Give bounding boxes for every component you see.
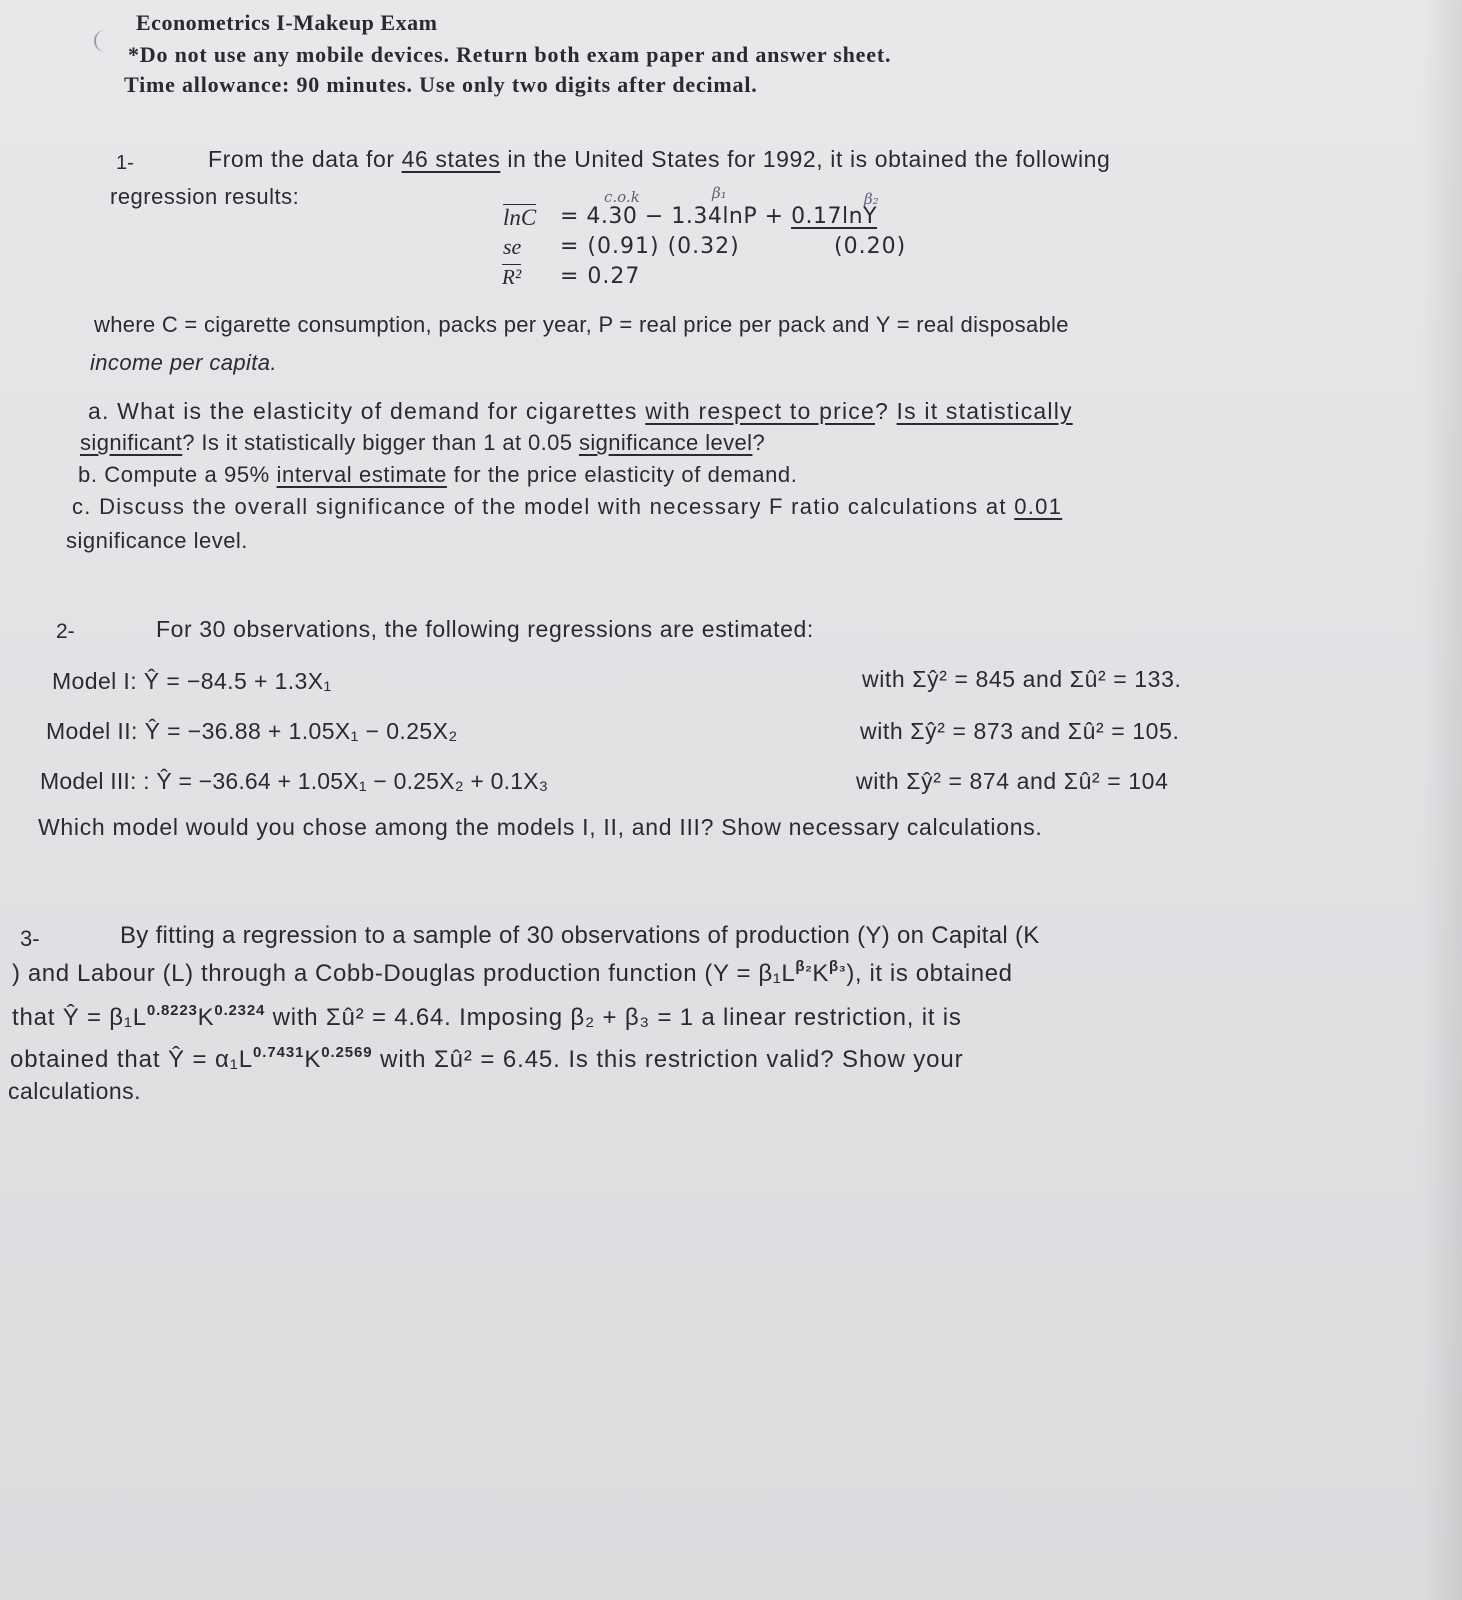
q1-where-line1: where C = cigarette consumption, packs per year, P = real price per pack and Y = real disposable: [94, 312, 1069, 337]
q1-c-underlined-alpha: 0.01: [1014, 494, 1063, 519]
q2-model-1-stats: with Σŷ² = 845 and Σû² = 133.: [862, 666, 1182, 692]
q1-r2-label: R²: [502, 265, 522, 289]
q3-line3-sup1: 0.8223: [146, 1002, 198, 1019]
q3-line2-sup2: β₃: [829, 958, 847, 975]
exam-note-time: Time allowance: 90 minutes. Use only two digits after decimal.: [124, 72, 758, 97]
q1-a-q: ?: [874, 398, 897, 424]
q2-model-2: Model II: Ŷ = −36.88 + 1.05X₁ − 0.25X₂: [46, 718, 458, 744]
q1-a-underlined-price: with respect to price: [645, 398, 875, 424]
q2-intro: For 30 observations, the following regressions are estimated:: [156, 616, 814, 642]
handwritten-note-cok: c.o.k: [604, 188, 640, 206]
q1-a-text1: a. What is the elasticity of demand for cigarettes: [88, 398, 646, 424]
q2-model-1: Model I: Ŷ = −84.5 + 1.3X₁: [52, 668, 332, 694]
q1-eq-rhs-income: 0.17lnY: [791, 204, 878, 229]
q1-b-underlined-interval: interval estimate: [276, 462, 447, 487]
q1-eq-rhs: [560, 204, 877, 229]
q3-number: 3-: [20, 926, 40, 951]
q1-intro-a: From the data for: [208, 146, 402, 172]
paper-edge-mark: [94, 30, 110, 52]
q1-b-text2: for the price elasticity of demand.: [446, 462, 798, 487]
q3-line3-a: that Ŷ = β₁L: [12, 1004, 147, 1031]
q1-a-underlined-statistically: Is it statistically: [896, 398, 1073, 424]
q3-line3: [12, 1002, 962, 1032]
q3-line2-b: K: [812, 960, 830, 987]
q1-eq-lhs: [503, 204, 536, 231]
q1-a-text2: ? Is it statistically bigger than 1 at 0.05: [182, 430, 579, 455]
q1-intro: [208, 146, 1110, 173]
q1-intro-line2: regression results:: [110, 184, 300, 209]
q3-line4-sup2: 0.2569: [321, 1044, 373, 1061]
q1-part-c-line1: [72, 494, 1092, 520]
handwritten-note-beta2: β₂: [864, 190, 879, 208]
q3-line4-b: K: [304, 1046, 322, 1073]
q2-model-3-stats: with Σŷ² = 874 and Σû² = 104: [856, 768, 1169, 794]
exam-title: Econometrics I-Makeup Exam: [136, 10, 438, 35]
q3-line3-b: K: [197, 1004, 215, 1031]
q1-eq-lhs-text: lnC: [503, 205, 537, 230]
q1-part-a-line1: [88, 398, 1073, 425]
q1-where-line2: income per capita.: [90, 350, 277, 375]
q2-number: 2-: [56, 620, 75, 643]
q1-part-a-line2: [80, 430, 765, 456]
page-shadow: [1422, 0, 1462, 1600]
q3-line4-a: obtained that Ŷ = α₁L: [10, 1046, 254, 1073]
q1-b-text1: b. Compute a 95%: [78, 462, 277, 487]
q1-intro-c: in the United States for 1992, it is obtained the following: [500, 146, 1111, 172]
q3-line3-sup2: 0.2324: [214, 1002, 266, 1019]
q3-line1: By fitting a regression to a sample of 30 observations of production (Y) on Capital (K: [120, 922, 1040, 949]
q1-a-underlined-level: significance level: [578, 430, 753, 455]
q3-line4-sup1: 0.7431: [253, 1044, 305, 1061]
q3-line2-a: ) and Labour (L) through a Cobb-Douglas production function (Y = β₁L: [12, 960, 796, 987]
q1-se-income: (0.20): [834, 234, 907, 259]
q3-line4-c: with Σû² = 6.45. Is this restriction valid? Show your: [372, 1046, 964, 1073]
q1-intro-states: 46 states: [401, 146, 501, 172]
q1-a-end: ?: [752, 430, 766, 455]
handwritten-note-beta1: β₁: [712, 184, 727, 202]
q1-part-b: [78, 462, 797, 488]
q1-eq-rhs-main: = 4.30 − 1.34lnP +: [560, 204, 792, 229]
q2-model-3: Model III: : Ŷ = −36.64 + 1.05X₁ − 0.25X₂ + 0.1X₃: [40, 768, 549, 794]
q1-part-c-line2: significance level.: [66, 528, 248, 553]
q3-line5: calculations.: [8, 1078, 142, 1104]
q1-r2-value: = 0.27: [560, 264, 641, 289]
q2-model-2-stats: with Σŷ² = 873 and Σû² = 105.: [860, 718, 1180, 744]
q3-line2-sup1: β₂: [795, 958, 813, 975]
q1-se-values: = (0.91) (0.32): [560, 234, 740, 259]
q1-number: 1-: [116, 152, 134, 174]
q1-se-label: se: [503, 234, 522, 259]
q1-a-underlined-significant: significant: [80, 430, 183, 455]
q1-c-text1: c. Discuss the overall significance of the model with necessary F ratio calculations at: [72, 494, 1015, 519]
q3-line2: [12, 958, 1013, 988]
q3-line4: [10, 1044, 964, 1074]
exam-note-devices: *Do not use any mobile devices. Return both exam paper and answer sheet.: [128, 42, 892, 67]
q3-line2-c: ), it is obtained: [846, 960, 1013, 987]
q2-question: Which model would you chose among the models I, II, and III? Show necessary calculations.: [38, 814, 1043, 840]
q3-line3-c: with Σû² = 4.64. Imposing β₂ + β₃ = 1 a linear restriction, it is: [265, 1004, 962, 1031]
